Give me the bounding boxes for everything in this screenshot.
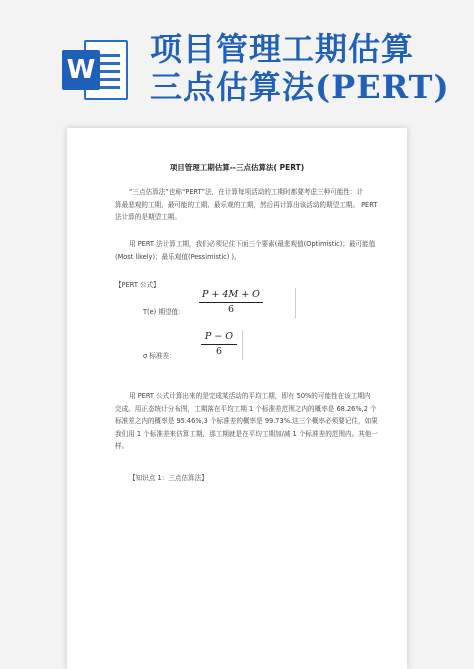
std-dev-denominator: 6 xyxy=(215,346,223,357)
banner-title-line1: 项目管理工期估算 xyxy=(150,30,415,68)
std-dev-numerator: P − O xyxy=(204,331,234,342)
expected-numerator: P + 4M + O xyxy=(202,289,260,300)
expected-value-formula xyxy=(199,288,263,317)
paragraph-line: 用 PERT 法计算工期，我们必须记住下面三个要素(最悲观值(Optimistic)；最可能值 xyxy=(129,240,376,248)
paragraph-line: 我们用 1 个标准差来估算工期，那工期就是在平均工期加/减 1 个标准差的范围内。其他一 xyxy=(115,429,378,438)
std-dev-formula xyxy=(201,330,237,359)
paragraph-line: (Most likely)；最乐观值(Pessimistic) )。 xyxy=(115,252,241,261)
paragraph-line: 标准差之内的概率是 95.46%,3 个标准差的概率是 99.73%.这三个概率必须要记住，如果 xyxy=(115,417,378,425)
formula-box-edge xyxy=(295,288,296,318)
formula-box-edge xyxy=(242,330,243,360)
paragraph-line: “三点估算法”也称“PERT”法，在计算每项活动的工期时都要考虑三种可能性：计 xyxy=(129,188,364,196)
word-badge: W xyxy=(62,50,100,90)
paragraph-elements xyxy=(115,238,376,263)
std-dev-label: σ 标准差： xyxy=(143,352,176,360)
word-icon xyxy=(62,40,128,100)
banner xyxy=(0,0,474,120)
paragraph-explanation xyxy=(115,390,378,453)
paragraph-line: 样。 xyxy=(115,442,129,450)
document-page xyxy=(67,128,407,669)
banner-title-line2: 三点估算法(PERT) xyxy=(150,68,450,106)
formula-heading: 【PERT 公式】 xyxy=(115,281,160,289)
knowledge-point-heading: 【知识点 1：三点估算法】 xyxy=(129,474,208,482)
document-heading: 项目管理工期估算--三点估算法( PERT) xyxy=(169,163,305,172)
expected-value-label: T(e) 期望值： xyxy=(143,308,185,316)
paragraph-intro xyxy=(115,186,378,224)
paragraph-line: 法计算的是期望工期。 xyxy=(115,213,181,221)
banner-title xyxy=(150,30,470,106)
paragraph-line: 用 PERT 公式计算出来的是完成某活动的平均工期，即有 50%的可能性在该工期内 xyxy=(129,392,371,400)
expected-denominator: 6 xyxy=(227,304,235,315)
paragraph-line: 算最悲观的工期、最可能的工期、最乐观的工期，然后再计算出该活动的期望工期。 PERT xyxy=(115,200,378,209)
paragraph-line: 完成。用正态统计分布图，工期落在平均工期 1 个标准差范围之内的概率是 68.26%,2 个 xyxy=(115,404,377,413)
